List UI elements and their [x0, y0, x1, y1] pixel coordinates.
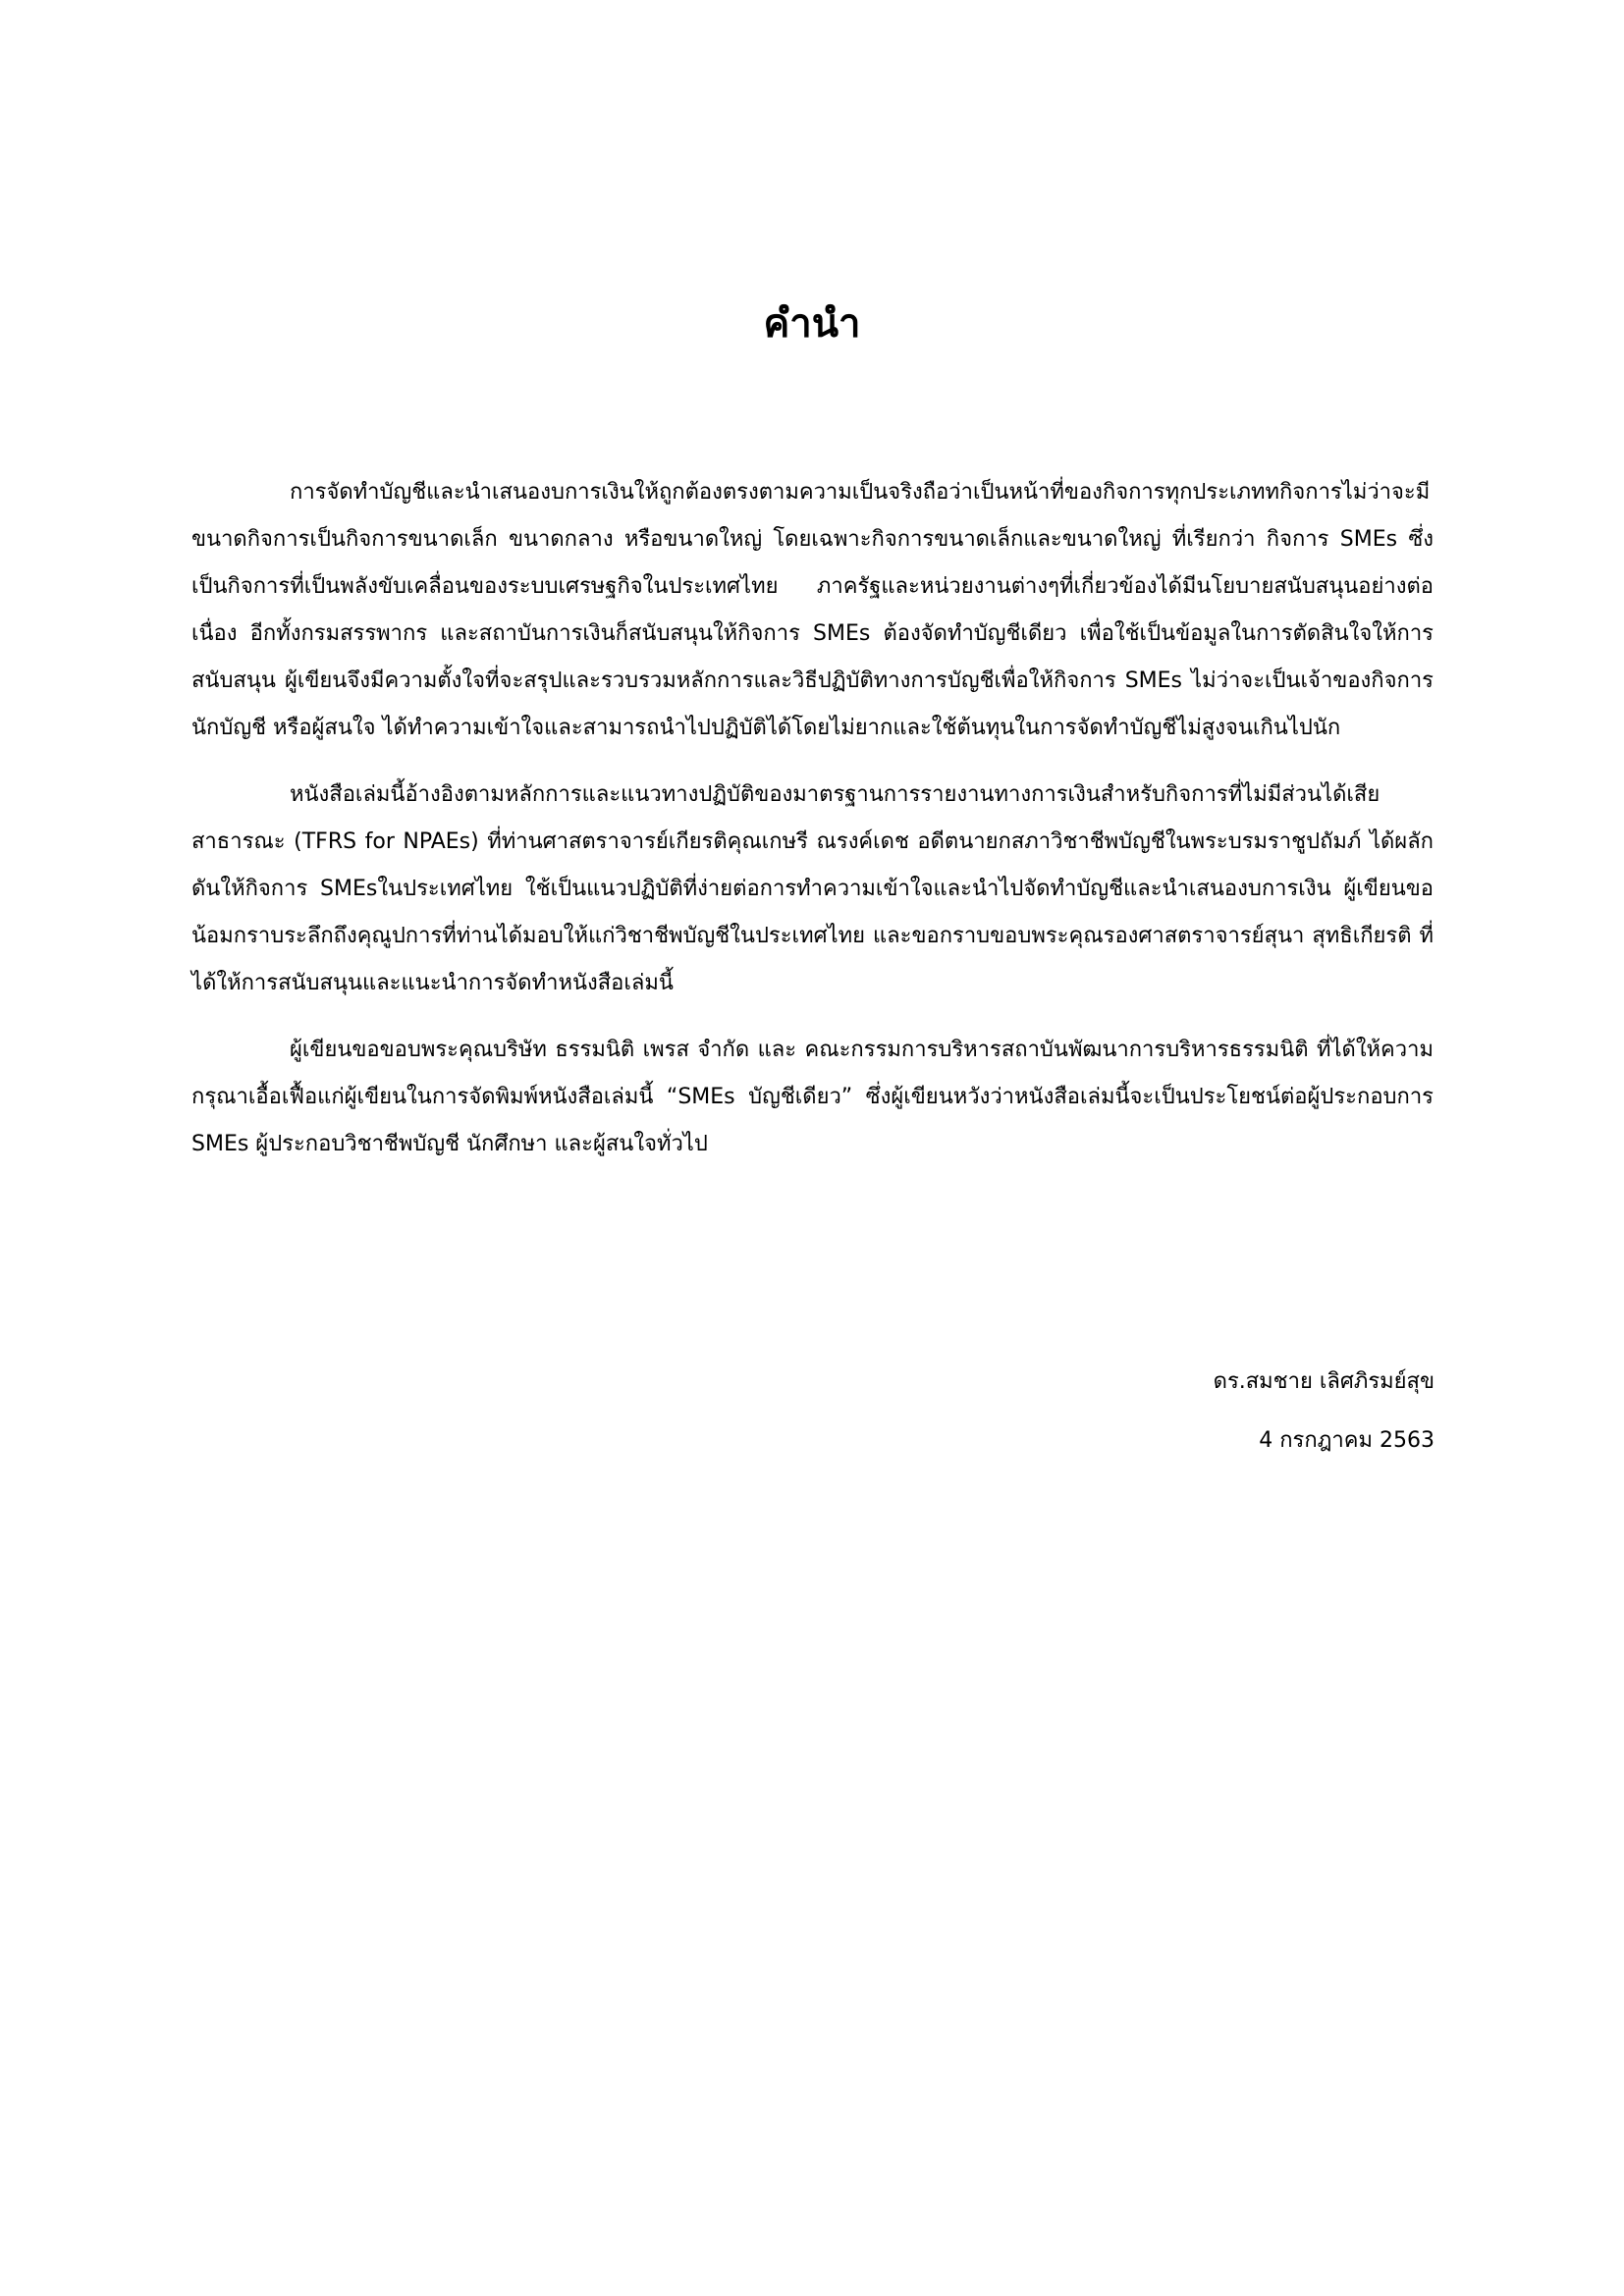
paragraph-1: การจัดทำบัญชีและนำเสนองบการเงินให้ถูกต้องตรงตามความเป็นจริงถือว่าเป็นหน้าที่ของกิจการทุกประเภททกิจการไม่ว่าจะมีขนาดกิจการเป็นกิจการขนาดเล็ก ขนาดกลาง หรือขนาดใหญ่ โดยเฉพาะกิจการขนาดเล็กและขนาดใหญ่ ที่เรียกว่า กิจการ SMEs ซึ่งเป็นกิจการที่เป็นพลังขับเคลื่อนของระบบเศรษฐกิจในประเทศไทย ภาครัฐและหน่วยงานต่างๆที่เกี่ยวข้องได้มีนโยบายสนับสนุนอย่างต่อเนื่อง อีกทั้งกรมสรรพากร และสถาบันการเงินก็สนับสนุนให้กิจการ SMEs ต้องจัดทำบัญชีเดียว เพื่อใช้เป็นข้อมูลในการตัดสินใจให้การสนับสนุน ผู้เขียนจึงมีความตั้งใจที่จะสรุปและรวบรวมหลักการและวิธีปฏิบัติทางการบัญชีเพื่อให้กิจการ SMEs ไม่ว่าจะเป็นเจ้าของกิจการ นักบัญชี หรือผู้สนใจ ได้ทำความเข้าใจและสามารถนำไปปฏิบัติได้โดยไม่ยากและใช้ต้นทุนในการจัดทำบัญชีไม่สูงจนเกินไปนัก [191, 480, 1434, 740]
preface-body [191, 469, 1434, 1188]
author-name: ดร.สมชาย เลิศภิรมย์สุข [1213, 1369, 1435, 1394]
paragraph-3: ผู้เขียนขอขอบพระคุณบริษัท ธรรมนิติ เพรส จำกัด และ คณะกรรมการบริหารสถาบันพัฒนาการบริหารธรรมนิติ ที่ได้ให้ความกรุณาเอื้อเฟื้อแก่ผู้เขียนในการจัดพิมพ์หนังสือเล่มนี้ “SMEs บัญชีเดียว” ซึ่งผู้เขียนหวังว่าหนังสือเล่มนี้จะเป็นประโยชน์ต่อผู้ประกอบการ SMEs ผู้ประกอบวิชาชีพบัญชี นักศึกษา และผู้สนใจทั่วไป [191, 1038, 1434, 1156]
paragraph-2: หนังสือเล่มนี้อ้างอิงตามหลักการและแนวทางปฏิบัติของมาตรฐานการรายงานทางการเงินสำหรับกิจการที่ไม่มีส่วนได้เสียสาธารณะ (TFRS for NPAEs) ที่ท่านศาสตราจารย์เกียรติคุณเกษรี ณรงค์เดช อดีตนายกสภาวิชาชีพบัญชีในพระบรมราชูปถัมภ์ ได้ผลักดันให้กิจการ SMEsในประเทศไทย ใช้เป็นแนวปฏิบัติที่ง่ายต่อการทำความเข้าใจและนำไปจัดทำบัญชีและนำเสนองบการเงิน ผู้เขียนขอน้อมกราบระลึกถึงคุณูปการที่ท่านได้มอบให้แก่วิชาชีพบัญชีในประเทศไทย และขอกราบขอบพระคุณรองศาสตราจารย์สุนา สุทธิเกียรติ ที่ได้ให้การสนับสนุนและแนะนำการจัดทำหนังสือเล่มนี้ [191, 782, 1434, 995]
page-title: คำนำ [763, 301, 861, 347]
signature-block [1214, 1360, 1435, 1477]
date: 4 กรกฎาคม 2563 [1259, 1428, 1435, 1453]
